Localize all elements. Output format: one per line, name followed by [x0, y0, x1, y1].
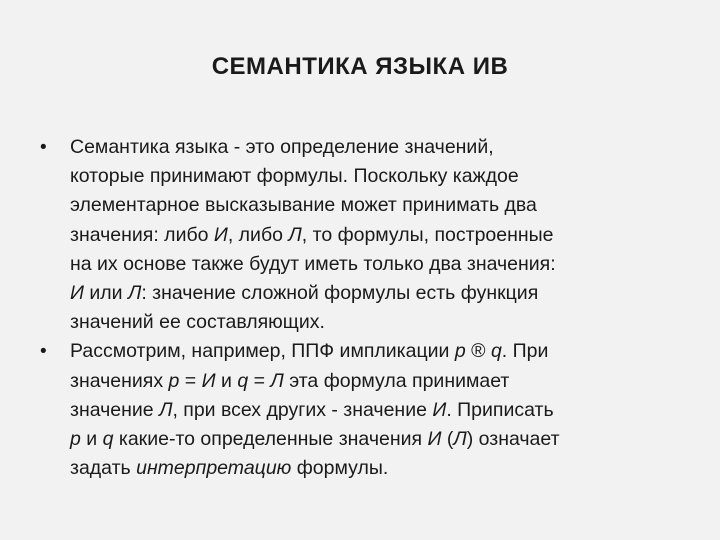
text-segment: Рассмотрим, например, ППФ импликации: [70, 340, 455, 363]
bullet-item: [40, 337, 700, 483]
italic-term: И: [201, 369, 216, 392]
italic-term: p: [454, 340, 466, 363]
text-segment: на их основе также будут иметь только два значения:: [70, 252, 556, 275]
italic-term: Л: [159, 398, 173, 421]
text-segment: . Приписать: [446, 398, 554, 421]
text-segment: значениях: [70, 369, 169, 392]
italic-term: Л: [288, 223, 302, 246]
italic-term: Л: [270, 369, 284, 392]
text-segment: эта формула принимает: [283, 369, 510, 392]
text-line: [70, 250, 700, 279]
text-segment: задать: [70, 457, 137, 480]
text-line: [70, 221, 700, 250]
text-line: [70, 279, 700, 308]
text-segment: : значение сложной формулы есть функция: [141, 282, 539, 305]
italic-term: И: [70, 282, 84, 305]
text-segment: , либо: [227, 223, 289, 246]
text-line: [70, 425, 700, 454]
text-line: [70, 396, 700, 425]
text-segment: формулы.: [291, 457, 389, 480]
text-segment: , то формулы, построенные: [301, 223, 554, 246]
text-segment: и: [215, 369, 238, 392]
text-segment: какие-то определенные значения: [113, 428, 428, 451]
text-line: [70, 367, 700, 396]
italic-term: интерпретацию: [136, 457, 292, 480]
text-segment: (: [441, 428, 454, 451]
italic-term: q: [237, 369, 249, 392]
slide-title: СЕМАНТИКА ЯЗЫКА ИВ: [211, 53, 509, 80]
bullet-mark: •: [40, 341, 47, 363]
text-segment: значения: либо: [70, 223, 214, 246]
text-segment: или: [83, 282, 128, 305]
text-segment: элементарное высказывание может принимать два: [70, 194, 537, 217]
text-line: [70, 162, 700, 191]
text-line: [70, 133, 700, 162]
text-segment: =: [179, 369, 202, 392]
text-line: [70, 308, 700, 337]
italic-term: p: [70, 428, 81, 451]
text-segment: =: [248, 369, 271, 392]
italic-term: q: [490, 340, 502, 363]
text-segment: ®: [465, 340, 491, 363]
bullet-mark: •: [40, 137, 47, 158]
italic-term: И: [427, 428, 442, 451]
italic-term: q: [102, 428, 114, 451]
italic-term: И: [432, 398, 447, 421]
text-segment: и: [80, 428, 103, 451]
bullet-list: [40, 133, 700, 483]
text-segment: Семантика языка - это определение значений,: [70, 136, 494, 158]
text-segment: , при всех других - значение: [172, 398, 433, 421]
text-line: [70, 454, 700, 483]
text-segment: значений ее составляющих.: [70, 311, 325, 334]
italic-term: p: [168, 369, 180, 392]
text-segment: . При: [501, 340, 549, 363]
text-line: [70, 337, 700, 366]
italic-term: Л: [127, 282, 142, 305]
text-segment: ) означает: [466, 428, 560, 451]
italic-term: Л: [453, 428, 467, 451]
text-line: [70, 191, 700, 220]
text-segment: значение: [70, 398, 160, 421]
bullet-item: [40, 133, 700, 337]
italic-term: И: [213, 223, 228, 246]
text-segment: которые принимают формулы. Поскольку каждое: [70, 165, 519, 188]
